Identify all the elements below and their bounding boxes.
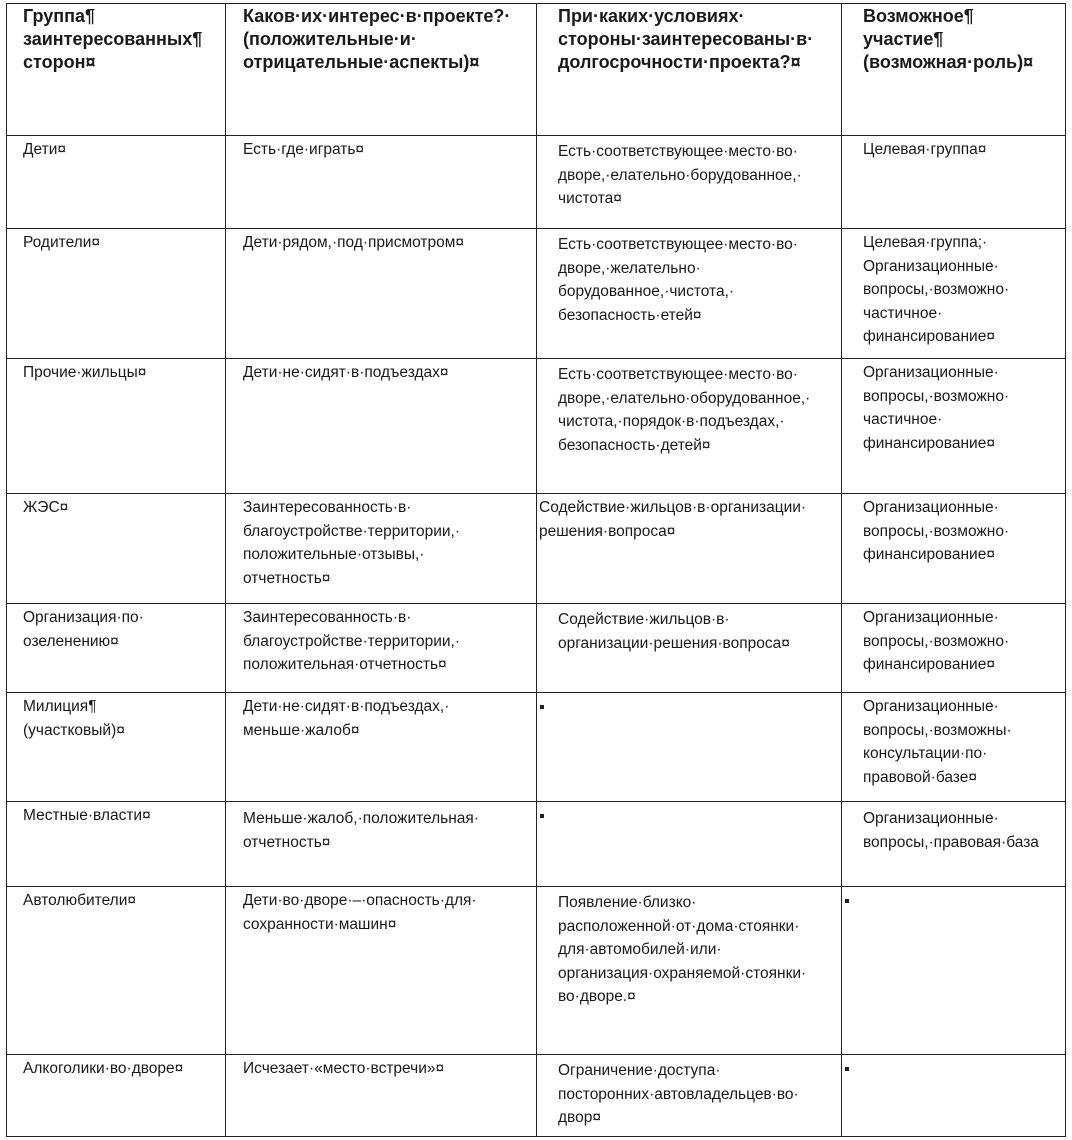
role-text: Организационные· вопросы,·возможно· финансирование¤ bbox=[863, 499, 1010, 563]
cell-interest bbox=[226, 1055, 537, 1137]
empty-paragraph-mark bbox=[540, 814, 544, 818]
cell-group bbox=[7, 604, 226, 693]
conditions-text: Есть·соответствующее·место·во· дворе,·желательно· борудованное,·чистота,· безопасность·етей¤ bbox=[558, 236, 798, 324]
table-row bbox=[7, 229, 1066, 359]
cell-role bbox=[842, 693, 1066, 802]
cell-group bbox=[7, 802, 226, 887]
cell-conditions bbox=[537, 1055, 842, 1137]
conditions-text: Появление·близко· расположенной·от·дома·стоянки· для·автомобилей·или· организация·охраняемой·стоянки· во·дворе.¤ bbox=[558, 894, 807, 1005]
conditions-text: Содействие·жильцов·в· организации·решения·вопроса¤ bbox=[558, 611, 790, 652]
cell-conditions bbox=[537, 887, 842, 1055]
cell-conditions bbox=[537, 359, 842, 494]
group-text: Милиция¶ (участковый)¤ bbox=[23, 698, 125, 739]
header-cell-group bbox=[7, 4, 226, 136]
header-cell-conditions bbox=[537, 4, 842, 136]
cell-group bbox=[7, 136, 226, 229]
table-row bbox=[7, 136, 1066, 229]
interest-text: Дети·рядом,·под·присмотром¤ bbox=[243, 234, 465, 251]
cell-conditions bbox=[537, 693, 842, 802]
header-cell-interest bbox=[226, 4, 537, 136]
interest-text: Дети·не·сидят·в·подъездах,· меньше·жалоб¤ bbox=[243, 698, 450, 739]
cell-role bbox=[842, 604, 1066, 693]
role-text: Организационные· вопросы,·возможно· частичное· финансирование¤ bbox=[863, 364, 1010, 452]
group-text: Родители¤ bbox=[23, 234, 100, 251]
table-row bbox=[7, 1055, 1066, 1137]
role-text: Организационные· вопросы,·возможно· финансирование¤ bbox=[863, 609, 1010, 673]
table-row bbox=[7, 693, 1066, 802]
table-header-row bbox=[7, 4, 1066, 136]
stakeholder-table bbox=[6, 3, 1066, 1137]
cell-conditions bbox=[537, 229, 842, 359]
cell-role bbox=[842, 1055, 1066, 1137]
role-text: Целевая·группа;· Организационные· вопросы,·возможно· частичное· финансирование¤ bbox=[863, 234, 1010, 345]
group-text: Организация·по· озеленению¤ bbox=[23, 609, 144, 650]
conditions-text: Есть·соответствующее·место·во· дворе,·елательно·борудованное,· чистота¤ bbox=[558, 143, 802, 207]
table-row bbox=[7, 604, 1066, 693]
role-text: Организационные· вопросы,·возможны· консультации·по· правовой·базе¤ bbox=[863, 698, 1012, 786]
empty-paragraph-mark bbox=[845, 899, 849, 903]
interest-text: Дети·не·сидят·в·подъездах¤ bbox=[243, 364, 449, 381]
group-text: Прочие·жильцы¤ bbox=[23, 364, 147, 381]
cell-group bbox=[7, 359, 226, 494]
table-row bbox=[7, 494, 1066, 604]
interest-text: Есть·где·играть¤ bbox=[243, 141, 365, 158]
cell-interest bbox=[226, 693, 537, 802]
cell-interest bbox=[226, 887, 537, 1055]
interest-text: Меньше·жалоб,·положительная· отчетность¤ bbox=[243, 810, 479, 851]
table-row bbox=[7, 887, 1066, 1055]
cell-group bbox=[7, 693, 226, 802]
role-text: Целевая·группа¤ bbox=[863, 141, 987, 158]
cell-role bbox=[842, 802, 1066, 887]
group-text: Алкоголики·во·дворе¤ bbox=[23, 1060, 184, 1077]
cell-conditions bbox=[537, 494, 842, 604]
cell-conditions bbox=[537, 802, 842, 887]
cell-role bbox=[842, 887, 1066, 1055]
header-role-text: Возможное¶ участие¶ (возможная·роль)¤ bbox=[863, 6, 1034, 72]
cell-interest bbox=[226, 136, 537, 229]
cell-group bbox=[7, 1055, 226, 1137]
cell-interest bbox=[226, 604, 537, 693]
interest-text: Исчезает·«место·встречи»¤ bbox=[243, 1060, 445, 1077]
group-text: ЖЭС¤ bbox=[23, 499, 69, 516]
cell-group bbox=[7, 887, 226, 1055]
cell-role bbox=[842, 359, 1066, 494]
empty-paragraph-mark bbox=[845, 1067, 849, 1071]
cell-interest bbox=[226, 802, 537, 887]
cell-interest bbox=[226, 229, 537, 359]
conditions-text: Есть·соответствующее·место·во· дворе,·елательно·оборудованное,· чистота,·порядок·в·подъездах,· безопасность·детей¤ bbox=[558, 366, 811, 454]
interest-text: Заинтересованность·в· благоустройстве·территории,· положительная·отчетность¤ bbox=[243, 609, 461, 673]
header-cell-role bbox=[842, 4, 1066, 136]
group-text: Автолюбители¤ bbox=[23, 892, 136, 909]
conditions-text: Ограничение·доступа· посторонних·автовладельцев·во· двор¤ bbox=[558, 1062, 799, 1126]
cell-conditions bbox=[537, 604, 842, 693]
role-text: Организационные· вопросы,·правовая·база bbox=[863, 810, 1039, 851]
cell-group bbox=[7, 229, 226, 359]
cell-conditions bbox=[537, 136, 842, 229]
group-text: Местные·власти¤ bbox=[23, 807, 151, 824]
group-text: Дети¤ bbox=[23, 141, 66, 158]
cell-group bbox=[7, 494, 226, 604]
table-row bbox=[7, 802, 1066, 887]
conditions-text: Содействие·жильцов·в·организации· решения·вопроса¤ bbox=[539, 499, 807, 540]
interest-text: Дети·во·дворе·–·опасность·для· сохранности·машин¤ bbox=[243, 892, 477, 933]
header-group-text: Группа¶ заинтересованных¶ сторон¤ bbox=[23, 6, 203, 72]
header-conditions-text: При·каких·условиях· стороны·заинтересованы·в· долгосрочности·проекта?¤ bbox=[558, 6, 814, 72]
cell-role bbox=[842, 136, 1066, 229]
table-row bbox=[7, 359, 1066, 494]
interest-text: Заинтересованность·в· благоустройстве·территории,· положительные·отзывы,· отчетность¤ bbox=[243, 499, 461, 587]
cell-role bbox=[842, 229, 1066, 359]
cell-interest bbox=[226, 359, 537, 494]
header-interest-text: Каков·их·интерес·в·проекте?· (положительные·и· отрицательные·аспекты)¤ bbox=[243, 6, 511, 72]
empty-paragraph-mark bbox=[540, 705, 544, 709]
cell-role bbox=[842, 494, 1066, 604]
cell-interest bbox=[226, 494, 537, 604]
